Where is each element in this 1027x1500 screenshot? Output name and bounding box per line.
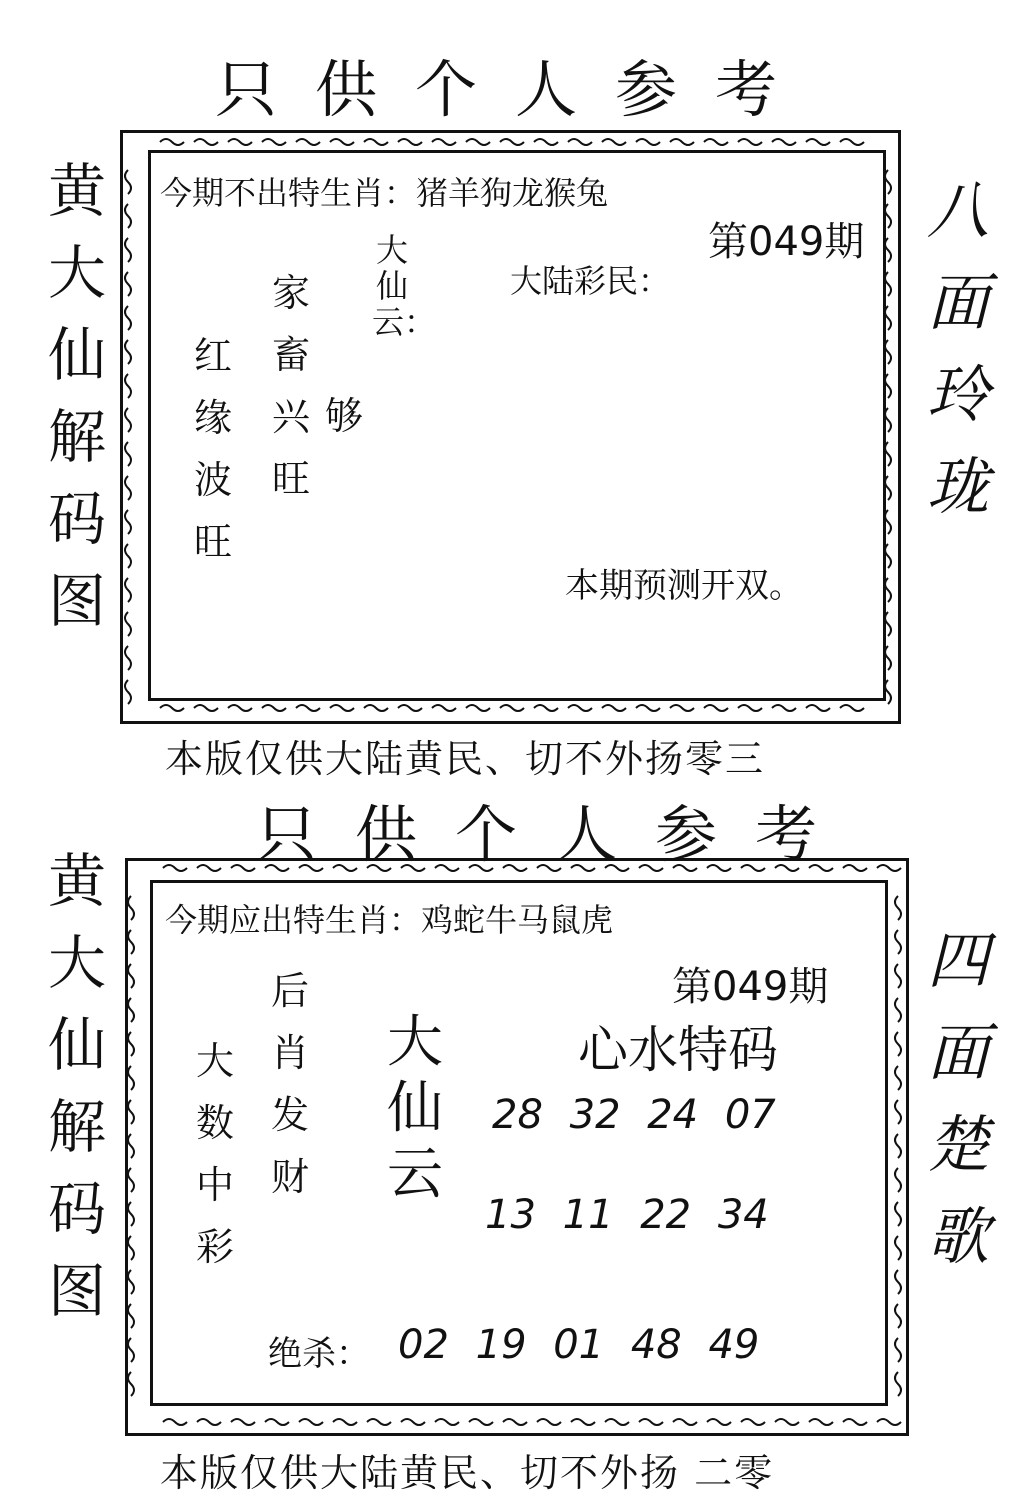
vertical-char: 仙 (375, 267, 408, 305)
vertical-char: 黄 (47, 847, 106, 915)
bottom-kill-numbers: 02 19 01 48 49 (398, 1322, 760, 1368)
bottom-period: 第049期 (672, 964, 829, 1010)
top-greeting: 大陆彩民： (510, 262, 671, 300)
vertical-char: 面 (926, 1016, 989, 1089)
top-prediction: 本期预测开双。 (565, 566, 803, 606)
vertical-char: ： (404, 303, 437, 341)
vertical-char: 大 (195, 1039, 234, 1083)
vertical-char: 云 (387, 1142, 443, 1207)
vertical-char: 仙 (47, 1011, 106, 1079)
vertical-char: 家 (271, 271, 310, 315)
vertical-char: 图 (47, 567, 106, 635)
top-enough: 够 (325, 394, 364, 438)
top-left-title (42, 150, 112, 642)
vertical-char: 旺 (193, 520, 232, 564)
vertical-char: 玲 (926, 358, 989, 431)
vertical-char: 码 (47, 1175, 106, 1243)
vertical-char: 大 (387, 1010, 443, 1075)
vertical-char: 解 (47, 1093, 106, 1161)
bottom-numbers-row1: 28 32 24 07 (492, 1092, 776, 1138)
bottom-kill-label: 绝杀： (268, 1334, 370, 1374)
vertical-char: 黄 (47, 157, 106, 225)
vertical-char: 云 (372, 303, 405, 341)
bottom-numbers-row2: 13 11 22 34 (485, 1192, 769, 1238)
vertical-char: 图 (47, 1257, 106, 1325)
vertical-char: 旺 (271, 457, 310, 501)
bottom-heart-water: 心水特码 (578, 1021, 778, 1079)
vertical-char: 码 (47, 485, 106, 553)
bottom-header: 只供个人参考 (255, 798, 856, 871)
top-header: 只供个人参考 (215, 53, 816, 126)
vertical-char: 后 (270, 969, 309, 1013)
vertical-char: 数 (195, 1101, 234, 1145)
bottom-footer: 本版仅供大陆黄民、切不外扬 二零 (160, 1451, 775, 1495)
top-col-livestock (266, 262, 316, 510)
vertical-char: 珑 (926, 450, 989, 523)
top-daxian-label (372, 231, 437, 341)
vertical-char: 畜 (271, 333, 310, 377)
vertical-char: 歌 (926, 1200, 989, 1273)
bottom-daxian (380, 1010, 450, 1208)
vertical-char: 彩 (195, 1225, 234, 1269)
vertical-char: 财 (270, 1155, 309, 1199)
vertical-char: 四 (926, 924, 989, 997)
bottom-col-big (190, 1030, 240, 1278)
bottom-left-title (42, 840, 112, 1332)
vertical-char: 大 (47, 929, 106, 997)
vertical-char: 红 (193, 334, 232, 378)
bottom-col-rear (265, 960, 315, 1208)
vertical-char: 肖 (270, 1031, 309, 1075)
vertical-char: 面 (926, 266, 989, 339)
vertical-char: 波 (193, 458, 232, 502)
vertical-char: 解 (47, 403, 106, 471)
vertical-char: 八 (926, 174, 989, 247)
vertical-char: 中 (195, 1163, 234, 1207)
vertical-char: 兴 (271, 395, 310, 439)
vertical-char: 缘 (193, 396, 232, 440)
top-col-red (188, 325, 238, 573)
bottom-right-title (918, 915, 998, 1283)
vertical-char: 发 (270, 1093, 309, 1137)
top-footer: 本版仅供大陆黄民、切不外扬零三 (165, 737, 766, 781)
vertical-char: 大 (47, 239, 106, 307)
bottom-included-zodiac: 今期应出特生肖：鸡蛇牛马鼠虎 (165, 901, 614, 939)
vertical-char: 仙 (47, 321, 106, 389)
vertical-char: 楚 (926, 1108, 989, 1181)
top-right-title (918, 165, 998, 533)
top-period: 第049期 (708, 219, 865, 265)
top-excluded-zodiac: 今期不出特生肖：猪羊狗龙猴兔 (160, 174, 609, 212)
vertical-char: 大 (375, 231, 408, 269)
vertical-char: 仙 (387, 1076, 443, 1141)
